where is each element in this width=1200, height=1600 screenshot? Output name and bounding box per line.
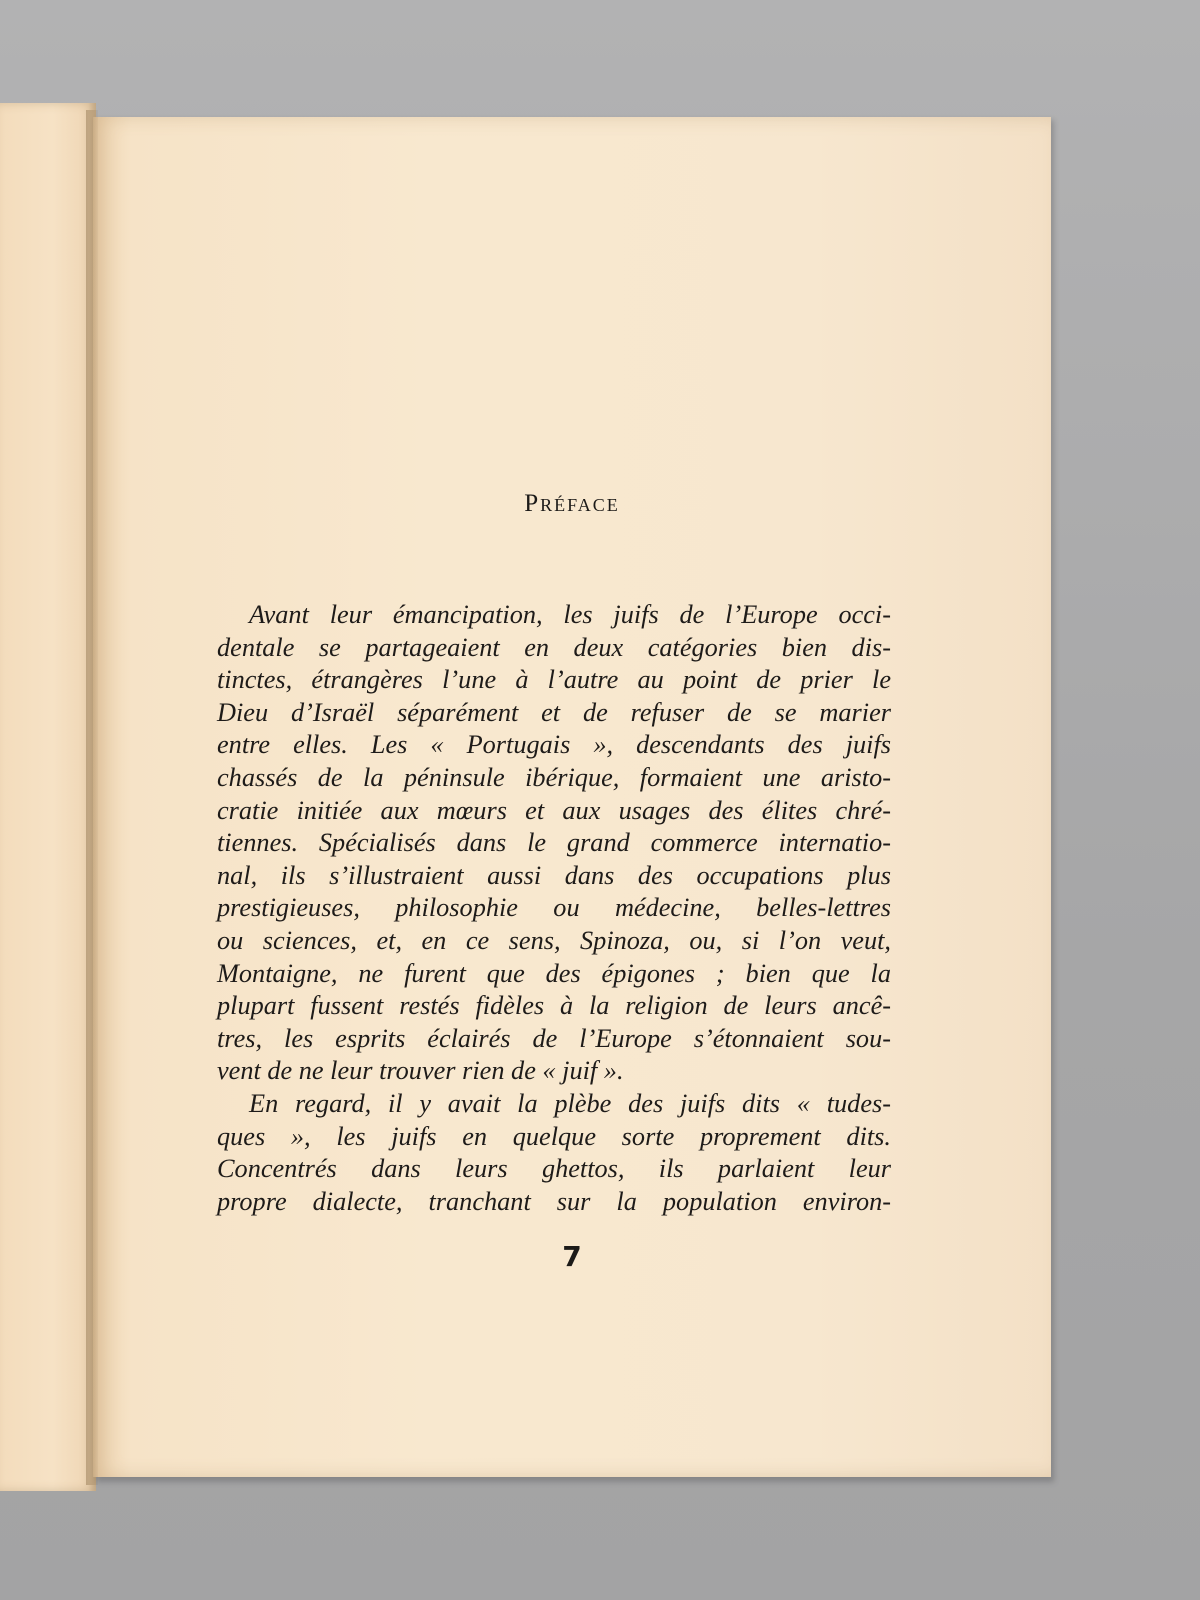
text-line: tres, les esprits éclairés de l’Europe s’étonnaient sou- (217, 1023, 891, 1053)
text-line: Concentrés dans leurs ghettos, ils parlaient leur (217, 1154, 891, 1184)
text-line: En regard, il y avait la plèbe des juifs dits « tudes- (249, 1088, 891, 1118)
book-spine (86, 110, 98, 1485)
text-line: tinctes, étrangères l’une à l’autre au point de prier le (217, 665, 891, 695)
page-title: Préface (524, 490, 620, 517)
page-number: 7 (562, 1240, 582, 1273)
text-line: prestigieuses, philosophie ou médecine, belles-lettres (217, 893, 891, 923)
text-line: Montaigne, ne furent que des épigones ; bien que la (217, 958, 891, 988)
text-line: Avant leur émancipation, les juifs de l’Europe occi- (249, 600, 891, 629)
text-line: plupart fussent restés fidèles à la religion de leurs ancê- (217, 991, 891, 1021)
left-page (0, 103, 96, 1491)
text-line: ou sciences, et, en ce sens, Spinoza, ou, si l’on veut, (217, 925, 891, 955)
text-line: dentale se partageaient en deux catégories bien dis- (217, 632, 891, 662)
text-line: vent de ne leur trouver rien de « juif ». (217, 1056, 624, 1086)
text-line: propre dialecte, tranchant sur la population environ- (217, 1186, 891, 1216)
text-line: nal, ils s’illustraient aussi dans des occupations plus (217, 860, 891, 890)
text-line: ques », les juifs en quelque sorte proprement dits. (217, 1121, 891, 1151)
text-line: Dieu d’Israël séparément et de refuser de se marier (217, 697, 891, 727)
right-page (93, 117, 1051, 1477)
body-text (217, 599, 891, 1218)
text-line: cratie initiée aux mœurs et aux usages des élites chré- (217, 795, 891, 825)
text-line: entre elles. Les « Portugais », descendants des juifs (217, 730, 891, 760)
text-line: chassés de la péninsule ibérique, formaient une aristo- (217, 762, 891, 792)
text-line: tiennes. Spécialisés dans le grand commerce internatio- (217, 828, 891, 858)
